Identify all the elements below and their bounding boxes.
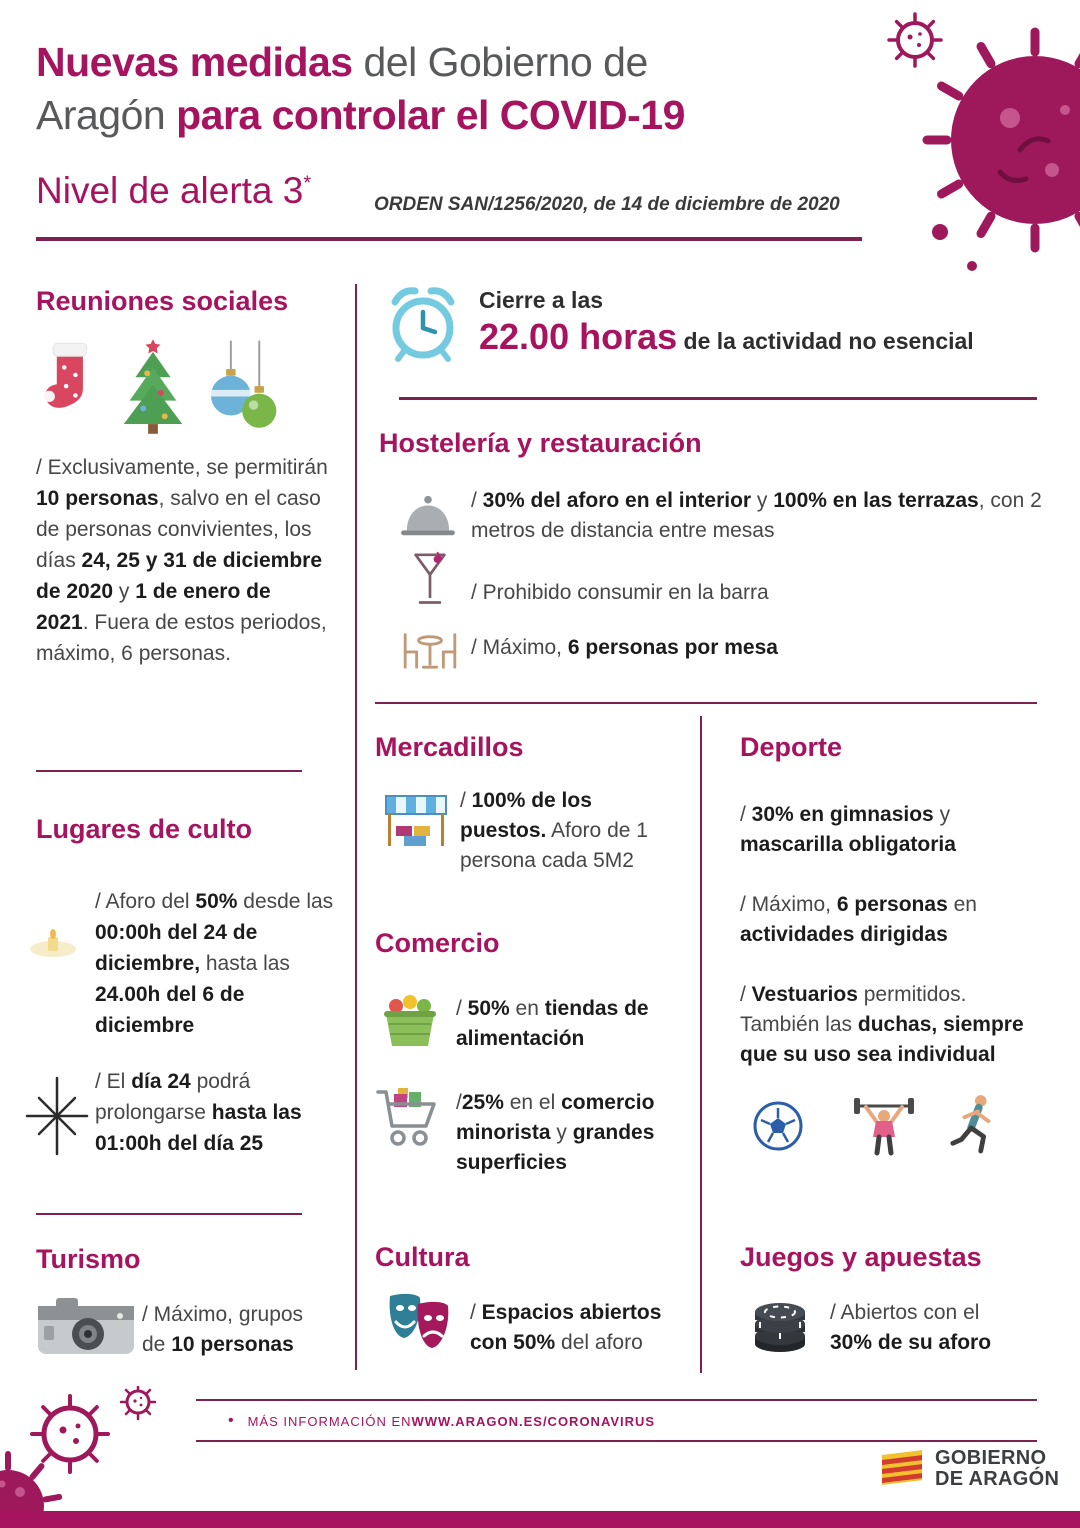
grocery-basket-icon (380, 990, 440, 1048)
alert-level: Nivel de alerta 3* (36, 170, 312, 211)
section-title-deporte: Deporte (740, 732, 843, 762)
closing-lead: Cierre a las (479, 287, 604, 313)
juegos-item: / Abiertos con el 30% de su aforo (830, 1301, 992, 1354)
section-title-culto: Lugares de culto (36, 814, 253, 844)
running-icon (948, 1092, 1000, 1158)
title-plain-2: Aragón (36, 92, 177, 138)
comercio-item-1: / 50% en tiendas de alimentación (456, 997, 649, 1050)
closing-time-block (479, 287, 1039, 358)
camera-icon (36, 1296, 136, 1358)
closing-time: 22.00 horas (479, 316, 678, 357)
section-title-reuniones: Reuniones sociales (36, 286, 289, 316)
logo-line-2: DE ARAGÓN (935, 1468, 1060, 1490)
footer-info-link[interactable]: WWW.ARAGON.ES/CORONAVIRUS (411, 1413, 656, 1429)
turismo-item: / Máximo, grupos de 10 personas (142, 1303, 304, 1356)
culto-item-2: / El día 24 podrá prolongarse hasta las 01:00h del día 25 (95, 1070, 302, 1155)
logo-line-1: GOBIERNO (935, 1447, 1047, 1469)
closing-tail: de la actividad no esencial (677, 328, 974, 354)
logo-text (935, 1448, 1059, 1490)
title-accent-2: para controlar el COVID-19 (176, 92, 685, 138)
hosteleria-item-1: / 30% del aforo en el interior y 100% en las terrazas, con 2 metros de distancia entre mesas (471, 489, 1042, 542)
virus-icon (0, 1386, 192, 1518)
footer-info (228, 1408, 655, 1434)
stocking-icon (40, 340, 96, 436)
soccer-ball-icon (752, 1100, 804, 1152)
section-title-comercio: Comercio (375, 928, 500, 958)
hosteleria-item-3: / Máximo, 6 personas por mesa (471, 636, 778, 659)
market-stall-icon (384, 792, 448, 852)
section-title-hosteleria: Hostelería y restauración (379, 428, 702, 458)
reuniones-text: / Exclusivamente, se permitirán 10 personas, salvo en el caso de personas convivientes, los días 24, 25 y 31 de diciembre de 2020 y 1 de enero de 2021. Fuera de estos periodos, máximo, 6 personas. (36, 456, 328, 665)
page-title (36, 36, 866, 142)
virus-icon (860, 0, 1080, 300)
section-title-juegos: Juegos y apuestas (740, 1242, 982, 1272)
cultura-item: / Espacios abiertos con 50% del aforo (470, 1301, 662, 1354)
left-divider-1 (36, 770, 302, 772)
section-title-turismo: Turismo (36, 1244, 141, 1274)
title-accent-1: Nuevas medidas (36, 39, 353, 85)
title-plain-1: del Gobierno de (352, 39, 648, 85)
order-reference: ORDEN SAN/1256/2020, de 14 de diciembre de 2020 (374, 194, 840, 215)
cloche-icon (399, 492, 457, 540)
christmas-icons (40, 338, 282, 436)
comercio-item-2: /25% en el comercio minorista y grandes superficies (456, 1091, 655, 1174)
cocktail-icon (412, 549, 448, 611)
deporte-item-1: / 30% en gimnasios y mascarilla obligatoria (740, 803, 956, 856)
footer-info-text: MÁS INFORMACIÓN EN (247, 1413, 412, 1429)
main-vertical-divider (355, 284, 357, 1370)
theater-masks-icon (384, 1292, 458, 1352)
left-divider-2 (36, 1213, 302, 1215)
star-icon (22, 1076, 92, 1156)
alarm-clock-icon (382, 282, 464, 364)
bottom-accent-bar (0, 1511, 1080, 1528)
hosteleria-bottom-divider (375, 702, 1037, 704)
deporte-item-3: / Vestuarios permitidos. También las duchas, siempre que su uso sea individual (740, 983, 1024, 1066)
aragon-flag-icon (882, 1449, 926, 1489)
alert-asterisk: * (303, 172, 312, 195)
shopping-cart-icon (376, 1086, 442, 1150)
section-title-mercadillos: Mercadillos (375, 732, 524, 762)
footer-bullet: • (228, 1412, 234, 1429)
mercadillos-item: / 100% de los puestos. Aforo de 1 persona cada 5M2 (460, 789, 648, 872)
christmas-tree-icon (114, 338, 192, 436)
header-divider (36, 237, 862, 241)
footer-divider-bottom (196, 1440, 1037, 1442)
culto-item-1: / Aforo del 50% desde las 00:00h del 24 de diciembre, hasta las 24.00h del 6 de diciembre (95, 890, 334, 1037)
columns-vertical-divider (700, 716, 702, 1373)
footer-divider-top (196, 1399, 1037, 1401)
closing-divider (399, 397, 1037, 400)
deporte-item-2: / Máximo, 6 personas en actividades dirigidas (740, 893, 977, 946)
ornaments-icon (210, 340, 282, 436)
section-title-cultura: Cultura (375, 1242, 470, 1272)
candle-icon (28, 928, 78, 958)
weightlifting-icon (852, 1094, 916, 1156)
poker-chips-icon (752, 1292, 808, 1352)
gobierno-aragon-logo (882, 1448, 1059, 1490)
hosteleria-item-2: / Prohibido consumir en la barra (471, 581, 769, 604)
table-chairs-icon (399, 629, 461, 671)
